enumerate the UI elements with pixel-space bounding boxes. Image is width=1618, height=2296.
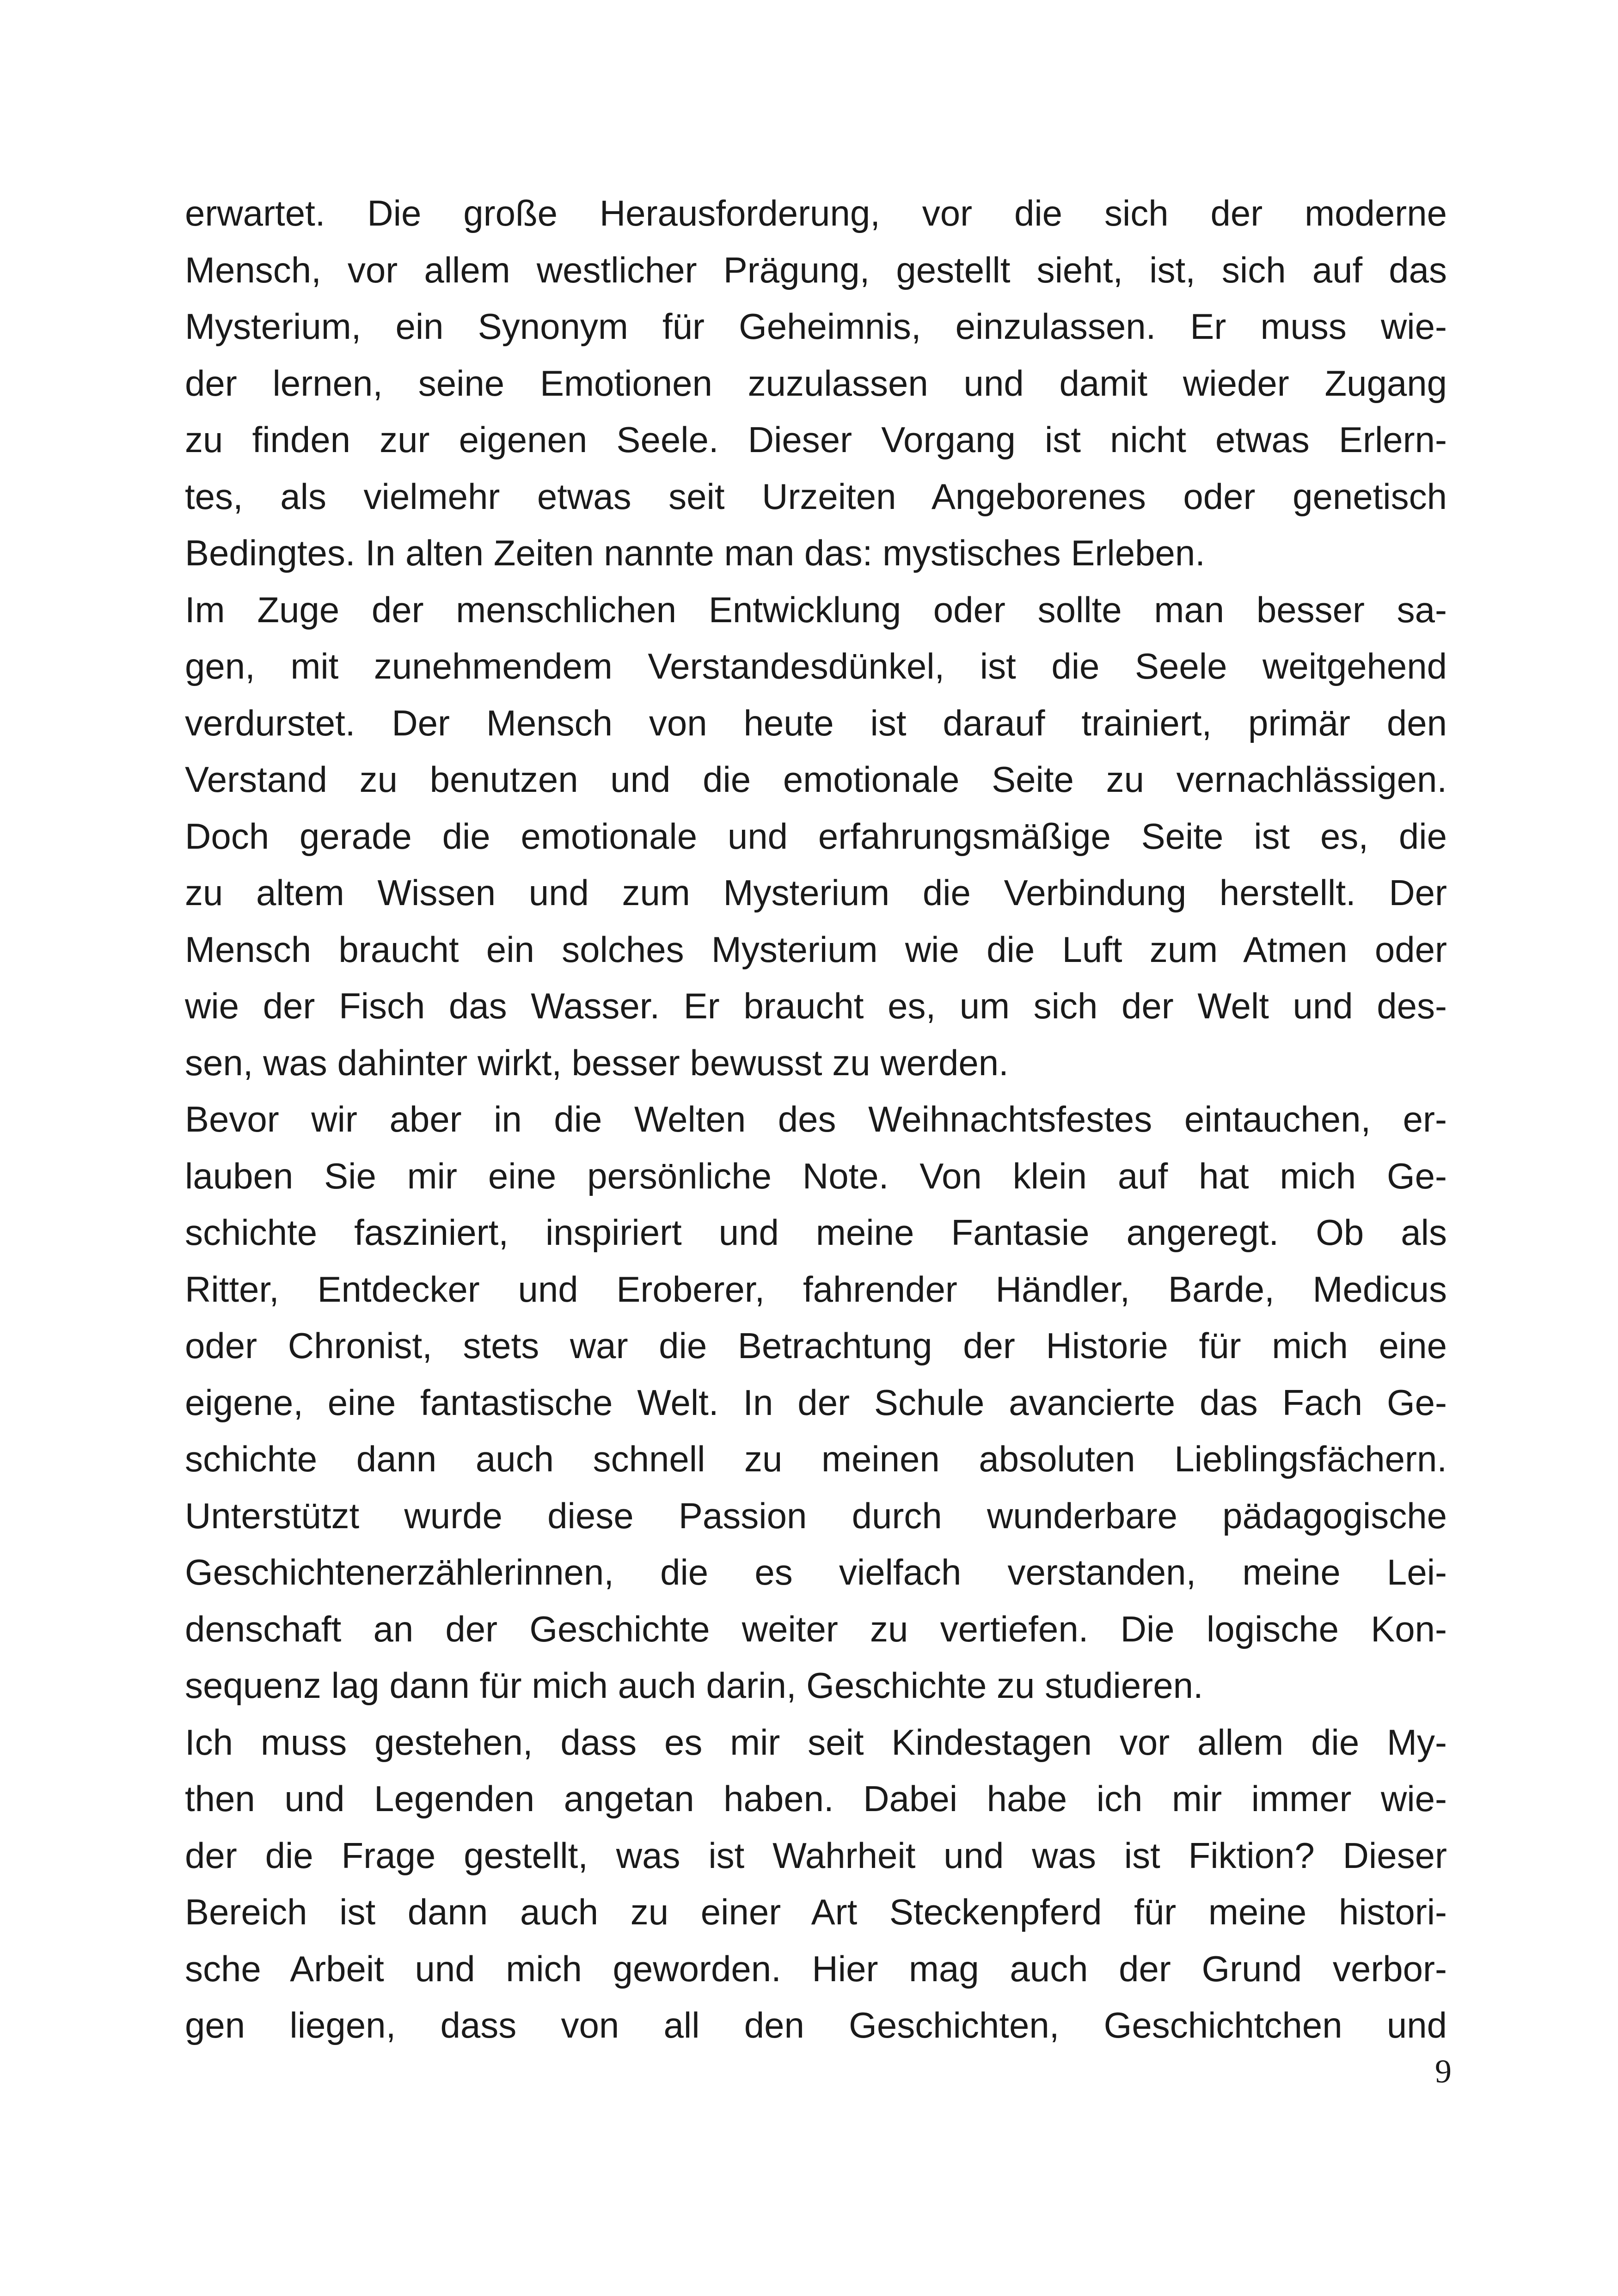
text-line: Unterstützt wurde diese Passion durch wunderbare pädagogische: [185, 1495, 1447, 1536]
text-line: zu finden zur eigenen Seele. Dieser Vorgang ist nicht etwas Erlern-: [185, 419, 1447, 460]
text-line: der die Frage gestellt, was ist Wahrheit und was ist Fiktion? Dieser: [185, 1835, 1447, 1876]
text-line: schichte dann auch schnell zu meinen absoluten Lieblingsfächern.: [185, 1439, 1447, 1479]
text-line: Mensch braucht ein solches Mysterium wie die Luft zum Atmen oder: [185, 929, 1447, 970]
text-line: zu altem Wissen und zum Mysterium die Verbindung herstellt. Der: [185, 872, 1447, 913]
text-line: Doch gerade die emotionale und erfahrungsmäßige Seite ist es, die: [185, 815, 1447, 857]
text-line: Bedingtes. In alten Zeiten nannte man das: mystisches Erleben.: [185, 533, 1205, 573]
text-line: lauben Sie mir eine persönliche Note. Von klein auf hat mich Ge-: [185, 1155, 1447, 1196]
text-line: Mensch, vor allem westlicher Prägung, gestellt sieht, ist, sich auf das: [185, 249, 1447, 290]
text-line: Bevor wir aber in die Welten des Weihnachtsfestes eintauchen, er-: [185, 1099, 1447, 1139]
text-line: then und Legenden angetan haben. Dabei habe ich mir immer wie-: [185, 1778, 1447, 1819]
text-line: gen liegen, dass von all den Geschichten, Geschichtchen und: [185, 2005, 1447, 2045]
text-line: tes, als vielmehr etwas seit Urzeiten Angeborenes oder genetisch: [185, 476, 1447, 517]
text-line: schichte fasziniert, inspiriert und meine Fantasie angeregt. Ob als: [185, 1212, 1447, 1253]
text-line: eigene, eine fantastische Welt. In der Schule avancierte das Fach Ge-: [185, 1382, 1447, 1423]
text-line: denschaft an der Geschichte weiter zu vertiefen. Die logische Kon-: [185, 1608, 1447, 1649]
text-line: oder Chronist, stets war die Betrachtung der Historie für mich eine: [185, 1325, 1447, 1366]
text-line: sequenz lag dann für mich auch darin, Geschichte zu studieren.: [185, 1665, 1203, 1706]
text-line: sen, was dahinter wirkt, besser bewusst zu werden.: [185, 1042, 1009, 1083]
text-line: der lernen, seine Emotionen zuzulassen und damit wieder Zugang: [185, 362, 1447, 404]
text-line: verdurstet. Der Mensch von heute ist darauf trainiert, primär den: [185, 702, 1447, 743]
text-line: Verstand zu benutzen und die emotionale Seite zu vernachlässigen.: [185, 759, 1447, 800]
text-line: Bereich ist dann auch zu einer Art Steckenpferd für meine histori-: [185, 1892, 1447, 1932]
text-line: Geschichtenerzählerinnen, die es vielfach verstanden, meine Lei-: [185, 1552, 1447, 1592]
text-line: wie der Fisch das Wasser. Er braucht es, um sich der Welt und des-: [185, 986, 1447, 1026]
text-line: sche Arbeit und mich geworden. Hier mag auch der Grund verbor-: [185, 1948, 1447, 1989]
text-line: erwartet. Die große Herausforderung, vor die sich der moderne: [185, 193, 1447, 233]
text-line: gen, mit zunehmendem Verstandesdünkel, ist die Seele weitgehend: [185, 646, 1447, 686]
text-line: Ich muss gestehen, dass es mir seit Kindestagen vor allem die My-: [185, 1721, 1447, 1763]
text-line: Mysterium, ein Synonym für Geheimnis, einzulassen. Er muss wie-: [185, 306, 1447, 347]
text-line: Im Zuge der menschlichen Entwicklung oder sollte man besser sa-: [185, 589, 1447, 630]
text-line: Ritter, Entdecker und Eroberer, fahrender Händler, Barde, Medicus: [185, 1268, 1447, 1310]
body-text: [185, 185, 1447, 2054]
page-number: 9: [1435, 2053, 1452, 2090]
